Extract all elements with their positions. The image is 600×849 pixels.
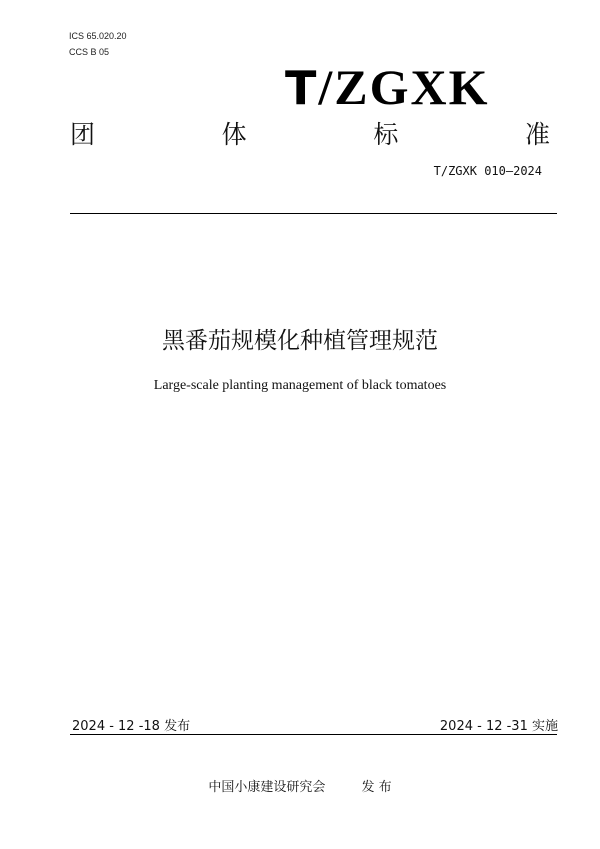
standard-number: T/ZGXK 010—2024 xyxy=(433,164,542,178)
title-english: Large-scale planting management of black tomatoes xyxy=(153,378,447,393)
standard-logo xyxy=(285,58,490,116)
bottom-divider xyxy=(70,734,557,735)
classification-codes xyxy=(69,28,127,60)
standard-type-char: 团 xyxy=(70,120,96,149)
logo-t: T xyxy=(285,61,319,115)
standard-type-char: 准 xyxy=(524,120,550,149)
publish-date: 2024 - 12 -18 发布 xyxy=(72,719,191,734)
implement-date: 2024 - 12 -31 实施 xyxy=(439,719,558,734)
standard-type xyxy=(70,115,550,151)
title-chinese: 黑番茄规模化种植管理规范 xyxy=(162,328,438,354)
issuer xyxy=(0,776,600,795)
standard-type-char: 标 xyxy=(373,120,399,149)
ccs-code: CCS B 05 xyxy=(69,47,110,57)
top-divider xyxy=(70,213,557,214)
issuer-name: 中国小康建设研究会 xyxy=(208,780,326,795)
issuer-action: 发 布 xyxy=(361,780,392,795)
standard-type-char: 体 xyxy=(221,120,247,149)
ics-code: ICS 65.020.20 xyxy=(69,31,127,41)
logo-text: /ZGXK xyxy=(318,59,490,115)
